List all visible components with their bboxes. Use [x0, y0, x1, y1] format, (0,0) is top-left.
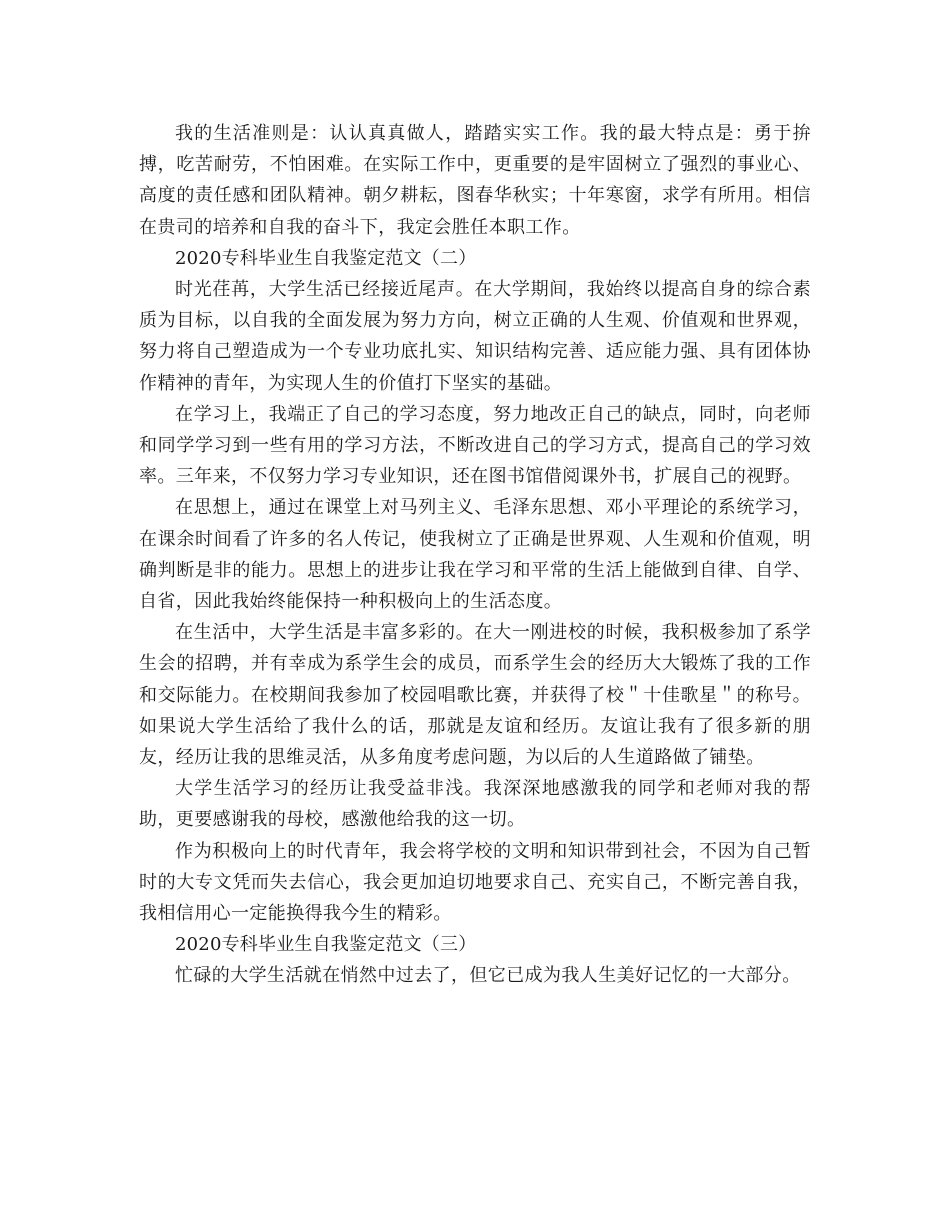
paragraph-thought: 在思想上，通过在课堂上对马列主义、毛泽东思想、邓小平理论的系统学习，在课余时间看了许多的名人传记，使我树立了正确是世界观、人生观和价值观，明确判断是非的能力。思想上的进步让我在学习和平常的生活上能做到自律、自学、自省，因此我始终能保持一种积极向上的生活态度。 — [139, 497, 811, 613]
paragraph-study: 在学习上，我端正了自己的学习态度，努力地改正自己的缺点，同时，向老师和同学学习到一些有用的学习方法，不断改进自己的学习方式，提高自己的学习效率。三年来，不仅努力学习专业知识，还在图书馆借阅课外书，扩展自己的视野。 — [139, 403, 811, 488]
paragraph-university-goals: 时光荏苒，大学生活已经接近尾声。在大学期间，我始终以提高自身的综合素质为目标，以自我的全面发展为努力方向，树立正确的人生观、价值观和世界观，努力将自己塑造成为一个专业功底扎实、知识结构完善、适应能力强、具有团体协作精神的青年，为实现人生的价值打下坚实的基础。 — [139, 279, 811, 394]
paragraph-busy-life: 忙碌的大学生活就在悄然中过去了，但它已成为我人生美好记忆的一大部分。 — [175, 965, 801, 987]
paragraph-gratitude: 大学生活学习的经历让我受益非浅。我深深地感激我的同学和老师对我的帮助，更要感谢我的母校，感激他给我的这一切。 — [139, 778, 811, 831]
section-heading-3: 2020专科毕业生自我鉴定范文（三） — [175, 934, 477, 956]
paragraph-future: 作为积极向上的时代青年，我会将学校的文明和知识带到社会，不因为自己暂时的大专文凭而失去信心，我会更加迫切地要求自己、充实自己，不断完善自我，我相信用心一定能换得我今生的精彩。 — [139, 840, 811, 925]
document-page — [139, 118, 811, 992]
paragraph-life: 在生活中，大学生活是丰富多彩的。在大一刚进校的时候，我积极参加了系学生会的招聘，并有幸成为系学生会的成员，而系学生会的经历大大锻炼了我的工作和交际能力。在校期间我参加了校园唱歌比赛，并获得了校＂十佳歌星＂的称号。如果说大学生活给了我什么的话，那就是友谊和经历。友谊让我有了很多新的朋友，经历让我的思维灵活，从多角度考虑问题，为以后的人生道路做了铺垫。 — [139, 622, 811, 769]
paragraph-work-principles: 我的生活准则是：认认真真做人，踏踏实实工作。我的最大特点是：勇于拚搏，吃苦耐劳，不怕困难。在实际工作中，更重要的是牢固树立了强烈的事业心、高度的责任感和团队精神。朝夕耕耘，图春华秋实；十年寒窗，求学有所用。相信在贵司的培养和自我的奋斗下，我定会胜任本职工作。 — [139, 123, 811, 238]
section-heading-2: 2020专科毕业生自我鉴定范文（二） — [175, 247, 477, 269]
